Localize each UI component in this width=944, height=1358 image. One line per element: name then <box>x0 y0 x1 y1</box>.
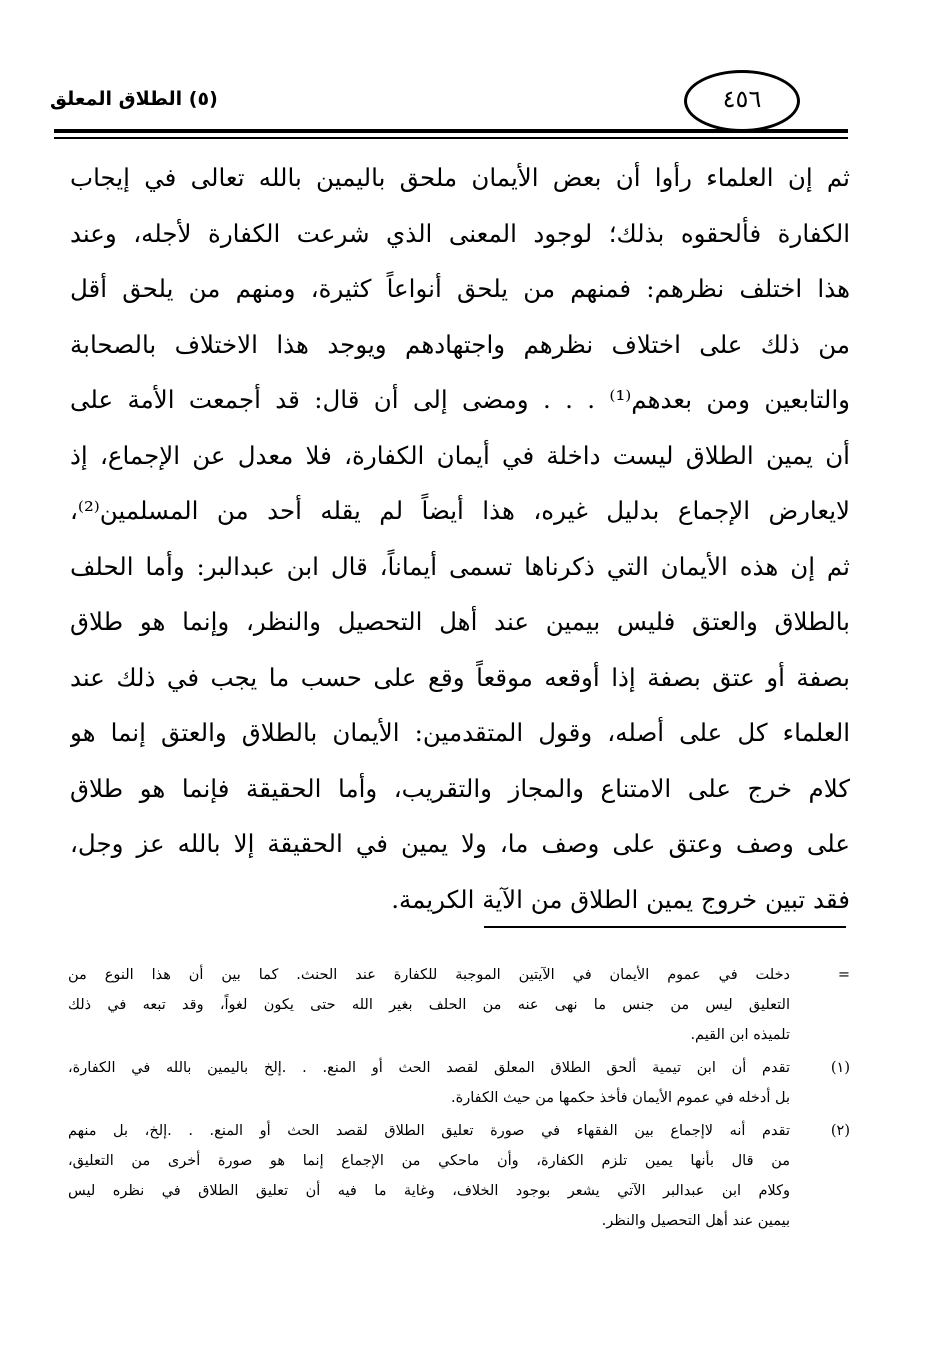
body-text-line: العلماء كل على أصله، وقول المتقدمين: الأيمان بالطلاق والعتق إنما هو <box>70 718 850 747</box>
body-text-line: بالطلاق والعتق فليس بيمين عند أهل التحصيل والنظر، وإنما هو طلاق <box>70 607 850 636</box>
footnote-separator <box>484 926 846 928</box>
main-text <box>70 150 850 927</box>
body-text-line: ثم إن العلماء رأوا أن بعض الأيمان ملحق باليمين بالله تعالى في إيجاب <box>70 163 850 192</box>
body-text-line: ثم إن هذه الأيمان التي ذكرناها تسمى أيماناً، قال ابن عبدالبر: وأما الحلف <box>70 551 850 581</box>
header-rule-thin <box>54 137 848 139</box>
body-text-line: هذا اختلف نظرهم: فمنهم من يلحق أنواعاً كثيرة، ومنهم من يلحق أقل <box>70 274 850 303</box>
footnote-line: تقدم أنه لاإجماع بين الفقهاء في صورة تعليق الطلاق لقصد الحث أو المنع. . .إلخ، بل منهم <box>68 1123 790 1139</box>
footnote-line: التعليق ليس من جنس ما نهى عنه من الحلف بغير الله حتى يكون لغواً، وقد تبعه في ذلك <box>68 997 790 1013</box>
footnote-line: تلميذه ابن القيم. <box>690 1027 790 1043</box>
body-text-line: على وصف وعتق على وصف ما، ولا يمين في الحقيقة إلا بالله عز وجل، <box>70 829 850 858</box>
page-number: ٤٥٦ <box>722 85 762 113</box>
running-header-title: (٥) الطلاق المعلق <box>50 88 218 110</box>
footnote <box>68 1053 850 1113</box>
footnote-line: بل أدخله في عموم الأيمان فأخذ حكمها من حيث الكفارة. <box>450 1090 790 1106</box>
body-text-line: لايعارض الإجماع بدليل غيره، هذا أيضاً لم يقله أحد من المسلمين⁽²⁾، <box>70 496 850 525</box>
body-text-line: الكفارة فألحقوه بذلك؛ لوجود المعنى الذي شرعت الكفارة لأجله، وعند <box>70 218 850 248</box>
body-text-line: فقد تبين خروج يمين الطلاق من الآية الكريمة. <box>391 884 850 914</box>
footnote <box>68 1116 850 1236</box>
body-text-line: كلام خرج على الامتناع والمجاز والتقريب، وأما الحقيقة فإنما هو طلاق <box>70 773 850 803</box>
footnote-line: وكلام ابن عبدالبر الآتي يشعر بوجود الخلاف، وغاية ما فيه أن تعليق الطلاق في نظره ليس <box>68 1183 790 1199</box>
footnote-line: من قال بأنها يمين تلزم الكفارة، وأن ماحكي من الإجماع إنما هو صورة أخرى من التعليق، <box>68 1153 790 1169</box>
footnote-line: دخلت في عموم الأيمان في الآيتين الموجبة للكفارة عند الحنث. كما بين أن هذا النوع من <box>68 967 790 983</box>
body-text-line: من ذلك على اختلاف نظرهم واجتهادهم ويوجد هذا الاختلاف بالصحابة <box>70 329 850 359</box>
body-text-line: والتابعين ومن بعدهم⁽¹⁾ . . . ومضى إلى أن قال: قد أجمعت الأمة على <box>70 385 850 414</box>
footnotes-section <box>68 960 850 1239</box>
header-rule-thick <box>54 129 848 133</box>
footnote-line: تقدم أن ابن تيمية ألحق الطلاق المعلق لقصد الحث أو المنع. . .إلخ باليمين بالله في الكفارة، <box>68 1060 790 1076</box>
footnote-marker: (٢) <box>830 1123 850 1139</box>
footnote <box>68 960 850 1050</box>
body-text-line: أن يمين الطلاق ليست داخلة في أيمان الكفارة، فلا معدل عن الإجماع، إذ <box>70 440 850 470</box>
footnote-marker: = <box>837 967 850 983</box>
footnote-marker: (١) <box>830 1060 850 1076</box>
body-text-line: بصفة أو عتق بصفة إذا أوقعه موقعاً وقع على حسب ما يجب في ذلك عند <box>70 662 850 692</box>
footnote-line: بيمين عند أهل التحصيل والنظر. <box>601 1213 790 1229</box>
